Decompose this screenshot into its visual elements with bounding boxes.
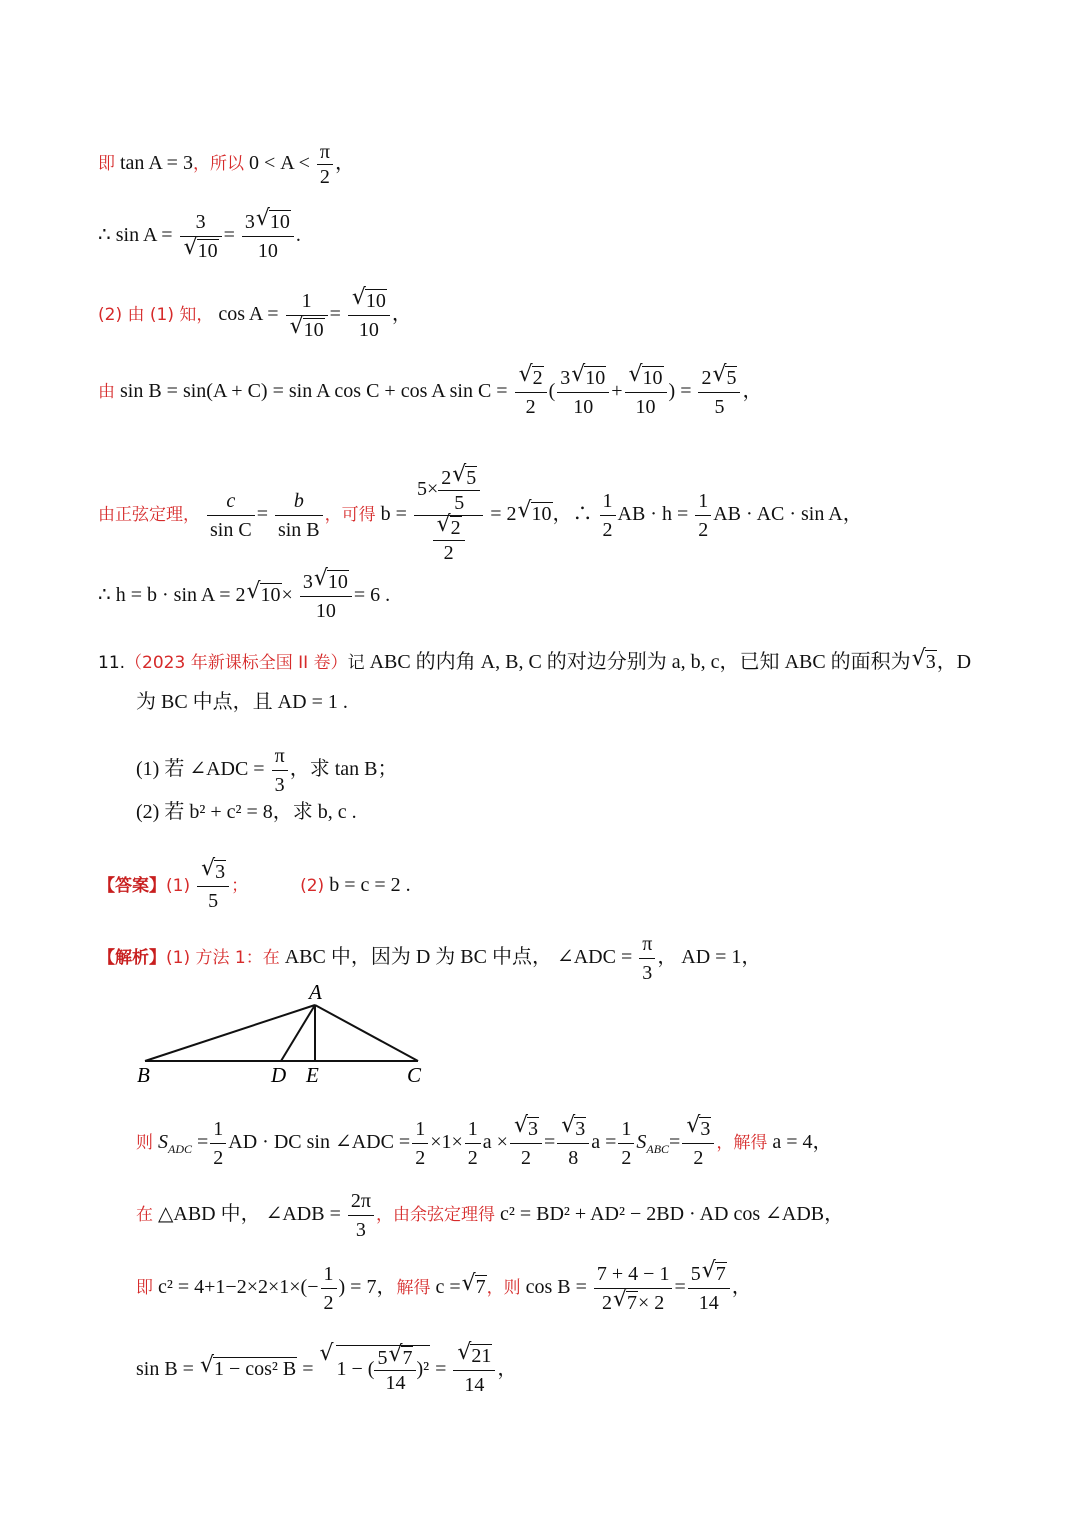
- math-h: ∴ h = b · sin A = 2: [98, 584, 246, 607]
- text-zai: 在: [136, 1205, 153, 1226]
- math-sinB-expand: sin B = sin(A + C) = sin A cos C + cos A sin C =: [120, 380, 508, 403]
- answer-part1-label: (1): [166, 876, 191, 897]
- math-c-squared: c² = 4+1−2×2×1×(−: [158, 1276, 319, 1299]
- subscript-ADC: ADC: [168, 1142, 192, 1157]
- frac-sqrt3-5: √ $\frac{3}{5}$: [197, 858, 229, 915]
- math-area: AD · DC sin ∠ADC =: [228, 1131, 411, 1154]
- math-tanA: tan A = 3: [120, 152, 193, 175]
- part1-text: ，求 tan B；: [289, 758, 398, 781]
- math-angleADC: ∠ADC =: [556, 946, 633, 969]
- frac-sqrt3-2: √ $\frac{3}{2}$: [510, 1115, 542, 1172]
- side-BA: [145, 1005, 315, 1061]
- question-11-line2: [136, 690, 1080, 714]
- frac-pi-2: $\frac{\pi}{2}$: [317, 140, 333, 189]
- text-ze: 则: [136, 1133, 153, 1154]
- frac-half: $\frac{1}{2}$: [618, 1115, 634, 1172]
- frac-cosB: $\frac{7 + 4 - 1}{2√ 7\times 2}$: [594, 1260, 673, 1317]
- equals: =: [302, 1358, 314, 1381]
- line-sinB: [98, 364, 1080, 421]
- line-cosine-law: [136, 1187, 1080, 1244]
- equals: =: [674, 1276, 686, 1299]
- side-AC: [315, 1005, 418, 1061]
- frac-pi-3: $\frac{\pi}{3}$: [639, 930, 655, 987]
- frac-half: $\frac{1}{2}$: [695, 487, 711, 544]
- plus: +: [611, 380, 623, 403]
- math-cosine-law: c² = BD² + AD² − 2BD · AD cos ∠ADB，: [499, 1203, 845, 1226]
- paren-close: ) =: [668, 380, 692, 403]
- line-tanA: [98, 140, 1080, 189]
- math-triangle-ABD: △ABD 中，: [158, 1203, 261, 1226]
- frac-half: $\frac{1}{2}$: [321, 1260, 337, 1317]
- equals: =: [197, 1131, 209, 1154]
- label-C: C: [407, 1063, 422, 1085]
- math-a-eq-4: a = 4，: [772, 1131, 833, 1154]
- frac-2sqrt5-5: $\frac{2√ 5}{5}$: [698, 364, 740, 421]
- math-cosA: cos A =: [218, 303, 279, 326]
- question-text: ABC 的内角 A, B, C 的对边分别为 a, b, c，已知: [369, 651, 780, 673]
- part1-text: (1) 若 ∠ADC =: [136, 758, 265, 781]
- text-kede: ，可得: [324, 505, 376, 526]
- text-part2: (2) 由 (1) 知，: [98, 305, 214, 326]
- math-c-eq: c =: [435, 1276, 461, 1299]
- line-sinA: ∴ sin A = 3 √ 10 = $\frac{3√ 10}{10}$ .: [98, 208, 1080, 265]
- math-S: S: [636, 1131, 647, 1154]
- subscript-ABC: ABC: [646, 1142, 670, 1157]
- median-AD: [281, 1005, 315, 1061]
- punct: ，: [334, 152, 355, 175]
- equals: =: [543, 1131, 556, 1154]
- label-E: E: [306, 1063, 319, 1085]
- frac-sqrt10-10: √ $\frac{10}{10}$: [625, 364, 667, 421]
- math-b-eq: b =: [380, 503, 407, 526]
- label-D: D: [271, 1063, 287, 1085]
- frac-c-sinC: $\frac{c}{\text{sin C}}$: [207, 487, 255, 544]
- triangle-diagram: [120, 975, 440, 1085]
- text-jiede: ，解得: [716, 1133, 768, 1154]
- question-text: ，D: [936, 651, 972, 673]
- line-h: [98, 568, 1080, 625]
- sqrt-big: √ 1 − ( $\frac{5√ 7}{14}$ )²: [320, 1345, 431, 1395]
- equals: =: [669, 1131, 681, 1154]
- sqrt-7: √ 7: [462, 1275, 487, 1299]
- frac-half: $\frac{1}{2}$: [600, 487, 616, 544]
- question-text: 为 BC 中点，且 AD = 1 .: [136, 691, 348, 713]
- text-cosine-law: ，由余弦定理得: [375, 1205, 495, 1226]
- frac-half: $\frac{1}{2}$: [210, 1115, 226, 1172]
- text-ji: 即: [98, 154, 115, 175]
- punct: ，: [391, 303, 412, 326]
- math-ABh: AB · h =: [617, 503, 689, 526]
- math-eq6: = 6 .: [353, 584, 391, 607]
- math-sinA: ∴ sin A =: [98, 224, 173, 247]
- text-sine-law: 由正弦定理，: [98, 505, 200, 526]
- frac-b-sinB: $\frac{b}{\text{sin B}}$: [275, 487, 323, 544]
- times: ×: [281, 584, 293, 607]
- punct: ；: [231, 876, 249, 897]
- math-eq7: ) = 7，: [338, 1276, 397, 1299]
- math-S: S: [158, 1131, 168, 1154]
- frac-1-sqrt10: 1 √ 10: [286, 287, 328, 344]
- frac-3-sqrt10: 3 √ 10: [180, 208, 222, 265]
- text-ze: ，则: [486, 1278, 521, 1299]
- punct: ，: [731, 1276, 752, 1299]
- line-sinB-final: [136, 1342, 1080, 1399]
- frac-pi-3: $\frac{\pi}{3}$: [272, 742, 288, 799]
- text-jiede: 解得: [396, 1278, 431, 1299]
- frac-sqrt3-2: √ $\frac{3}{2}$: [682, 1115, 714, 1172]
- line-c: [136, 1260, 1080, 1317]
- frac-sqrt3-8: √ $\frac{3}{8}$: [557, 1115, 589, 1172]
- label-B: B: [137, 1063, 150, 1085]
- frac-3sqrt10-10: $\frac{3√ 10}{10}$: [242, 208, 294, 265]
- frac-sqrt10-10: √ $\frac{10}{10}$: [348, 287, 390, 344]
- label-A: A: [309, 980, 322, 1004]
- sqrt-3: √ 3: [912, 650, 937, 674]
- math-area: a ×: [482, 1131, 508, 1154]
- analysis-text: ABC 中，因为 D 为 BC 中点，: [284, 946, 552, 969]
- question-11-part2: [136, 800, 1080, 824]
- question-text: ABC 的面积为: [784, 651, 911, 673]
- paren: (: [548, 380, 556, 403]
- math-angleADB: ∠ADB =: [265, 1203, 341, 1226]
- punct: ，: [742, 380, 763, 403]
- frac-5sqrt7-14: $\frac{5√ 7}{14}$: [688, 1260, 730, 1317]
- frac-2pi-3: $\frac{2\pi}{3}$: [348, 1187, 374, 1244]
- answer-part2-label: (2): [300, 876, 325, 897]
- answer-tag: 【答案】: [98, 876, 166, 897]
- math-2sqrt10: = 2: [490, 503, 517, 526]
- math-range: 0 < A <: [248, 152, 310, 175]
- frac-3sqrt10-10: $\frac{3√ 10}{10}$: [557, 364, 609, 421]
- punct: ，: [497, 1358, 518, 1381]
- frac-compound: 5× $\frac{2√ 5}{5}$ √ $\frac{2}{2}$: [414, 466, 483, 565]
- math-sinB: sin B =: [136, 1358, 194, 1381]
- answer-part2: b = c = 2 .: [329, 874, 411, 897]
- part2-text: (2) 若 b² + c² = 8，求 b, c .: [136, 801, 357, 823]
- sqrt-10: √ 10: [518, 502, 553, 526]
- text-ji: 即: [136, 1278, 153, 1299]
- question-11-part1: [136, 742, 1080, 799]
- frac-half: $\frac{1}{2}$: [412, 1115, 428, 1172]
- frac-half: $\frac{1}{2}$: [465, 1115, 481, 1172]
- math-ABACsinA: AB · AC · sin A，: [713, 503, 863, 526]
- punct: ，: [657, 946, 678, 969]
- math-cosB: cos B =: [525, 1276, 587, 1299]
- math-AD: AD = 1，: [681, 946, 762, 969]
- text-ji: 记: [347, 653, 365, 673]
- therefore: ，∴: [552, 503, 593, 526]
- text-suoyi: ，所以: [192, 154, 244, 175]
- question-source: （2023 年新课标全国 II 卷）: [125, 653, 348, 673]
- line-sine-law: 由正弦定理， $\frac{c}{\text{sin C}}$ = $\frac{b}{\text{sin B}}$ ，可得 b = 5× $\frac{2√ 5}{5}$ √ $\frac{2}{2}$ = 2√ 10，∴ $\frac{1}{2}$ AB · h = $\frac{1}{2}$ AB · AC · sin A，: [98, 466, 1080, 565]
- question-number: 11.: [98, 653, 126, 673]
- line-area: [136, 1115, 1080, 1172]
- punct: .: [295, 224, 301, 247]
- frac-sqrt21-14: √ $\frac{21}{14}$: [453, 1342, 495, 1399]
- question-11-line1: [98, 650, 1080, 675]
- math-area: ×1×: [430, 1131, 463, 1154]
- method-label: (1) 方法 1：在: [166, 948, 280, 969]
- equals: =: [435, 1358, 447, 1381]
- sqrt-1-cos2B: √ 1 − cos² B: [200, 1357, 297, 1381]
- sqrt-10: √ 10: [247, 583, 282, 607]
- math-area: a =: [591, 1131, 617, 1154]
- line-cosA: (2) 由 (1) 知， cos A = 1 √ 10 = √ $\frac{10}{10}$ ，: [98, 287, 1080, 344]
- frac-sqrt2-2: √ $\frac{2}{2}$: [515, 364, 547, 421]
- analysis-tag: 【解析】: [98, 948, 166, 969]
- text-you: 由: [98, 382, 115, 403]
- frac-3sqrt10-10: $\frac{3√ 10}{10}$: [300, 568, 352, 625]
- answer-line: [98, 858, 1080, 915]
